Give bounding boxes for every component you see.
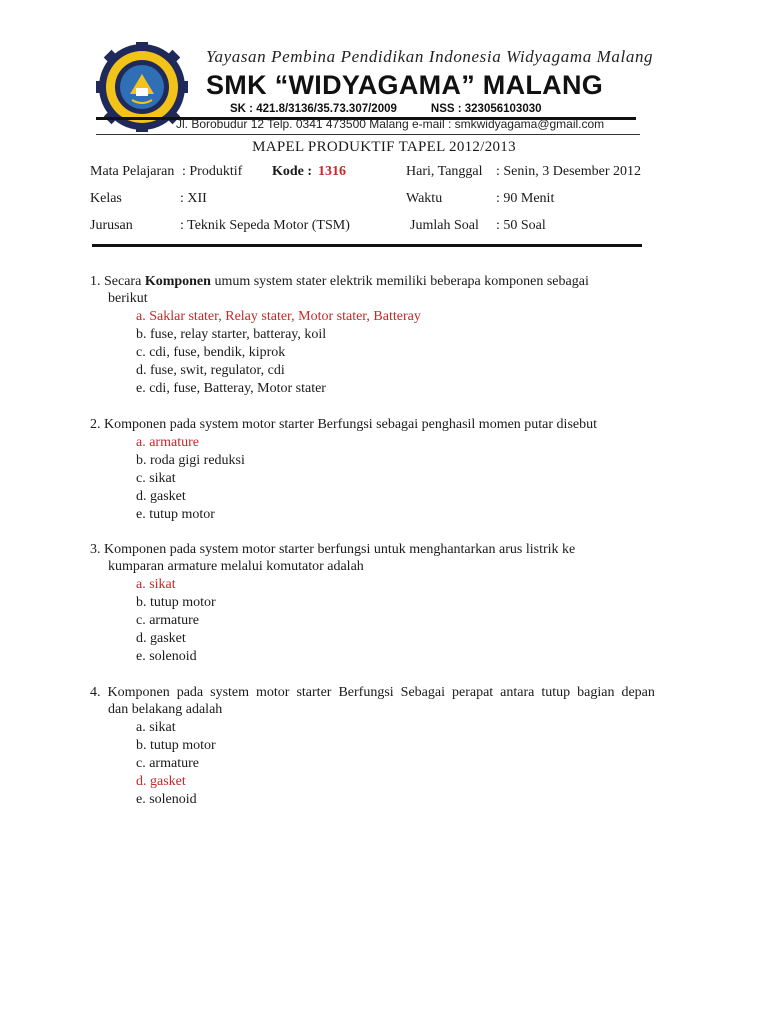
q1-option-d: d. fuse, swit, regulator, cdi — [136, 363, 285, 378]
q3-option-b: b. tutup motor — [136, 595, 216, 610]
q2-option-b: b. roda gigi reduksi — [136, 453, 245, 468]
q2-option-c: c. sikat — [136, 471, 176, 486]
major-label: Jurusan — [90, 218, 133, 233]
exam-title: MAPEL PRODUKTIF TAPEL 2012/2013 — [252, 139, 516, 155]
question-3-line-1: 3. Komponen pada system motor starter berfungsi untuk menghantarkan arus listrik ke — [90, 542, 576, 557]
q1-option-a: a. Saklar stater, Relay stater, Motor stater, Batteray — [136, 309, 421, 324]
q4-option-a: a. sikat — [136, 720, 176, 735]
day-value: : Senin, 3 Desember 2012 — [496, 164, 642, 179]
q1-option-c: c. cdi, fuse, bendik, kiprok — [136, 345, 286, 360]
question-2-line-1: 2. Komponen pada system motor starter Berfungsi sebagai penghasil momen putar disebut — [90, 417, 598, 432]
q1-option-e: e. cdi, fuse, Batteray, Motor stater — [136, 381, 326, 396]
q2-option-d: d. gasket — [136, 489, 186, 504]
question-3-line-2: kumparan armature melalui komutator adalah — [108, 559, 364, 574]
subject-label: Mata Pelajaran — [90, 164, 175, 179]
q3-option-a: a. sikat — [136, 577, 176, 592]
address-rule — [96, 134, 640, 135]
question-1-line-2: berikut — [108, 291, 148, 306]
major-value: : Teknik Sepeda Motor (TSM) — [180, 218, 350, 233]
q3-option-e: e. solenoid — [136, 649, 197, 664]
q3-option-c: c. armature — [136, 613, 199, 628]
sk-number: SK : 421.8/3136/35.73.307/2009 — [230, 103, 397, 115]
code-label: Kode : — [272, 164, 313, 179]
count-value: : 50 Soal — [496, 218, 546, 233]
question-4-line-2: dan belakang adalah — [108, 702, 223, 717]
day-label: Hari, Tanggal — [406, 164, 483, 179]
school-address: Jl. Borobudur 12 Telp. 0341 473500 Malang e-mail : smkwidyagama@gmail.com — [176, 117, 605, 131]
q2-option-e: e. tutup motor — [136, 507, 215, 522]
header-divider — [92, 244, 642, 247]
q2-option-a: a. armature — [136, 435, 199, 450]
school-name: SMK “WIDYAGAMA” MALANG — [206, 70, 604, 100]
subject-value: : Produktif — [182, 164, 243, 179]
count-label: Jumlah Soal — [410, 218, 479, 233]
q3-option-d: d. gasket — [136, 631, 186, 646]
time-label: Waktu — [406, 191, 443, 206]
q4-option-c: c. armature — [136, 756, 199, 771]
question-4-line-1: 4. Komponen pada system motor starter Berfungsi Sebagai perapat antara tutup bagian depan — [90, 685, 655, 700]
q1-option-b: b. fuse, relay starter, batteray, koil — [136, 327, 327, 342]
foundation-name: Yayasan Pembina Pendidikan Indonesia Widyagama Malang — [206, 47, 654, 66]
code-value: 1316 — [318, 164, 346, 179]
registration-line — [230, 103, 542, 115]
question-1-keyword: Komponen — [144, 274, 211, 289]
q4-option-e: e. solenoid — [136, 792, 197, 807]
q4-option-d: d. gasket — [136, 774, 186, 789]
class-label: Kelas — [90, 191, 122, 206]
time-value: : 90 Menit — [496, 191, 555, 206]
class-value: : XII — [180, 191, 207, 206]
question-1-line-1: 1. Secara Komponen umum system stater elektrik memiliki beberapa komponen sebagai — [90, 274, 589, 289]
q4-option-b: b. tutup motor — [136, 738, 216, 753]
nss-number: NSS : 323056103030 — [430, 103, 542, 115]
